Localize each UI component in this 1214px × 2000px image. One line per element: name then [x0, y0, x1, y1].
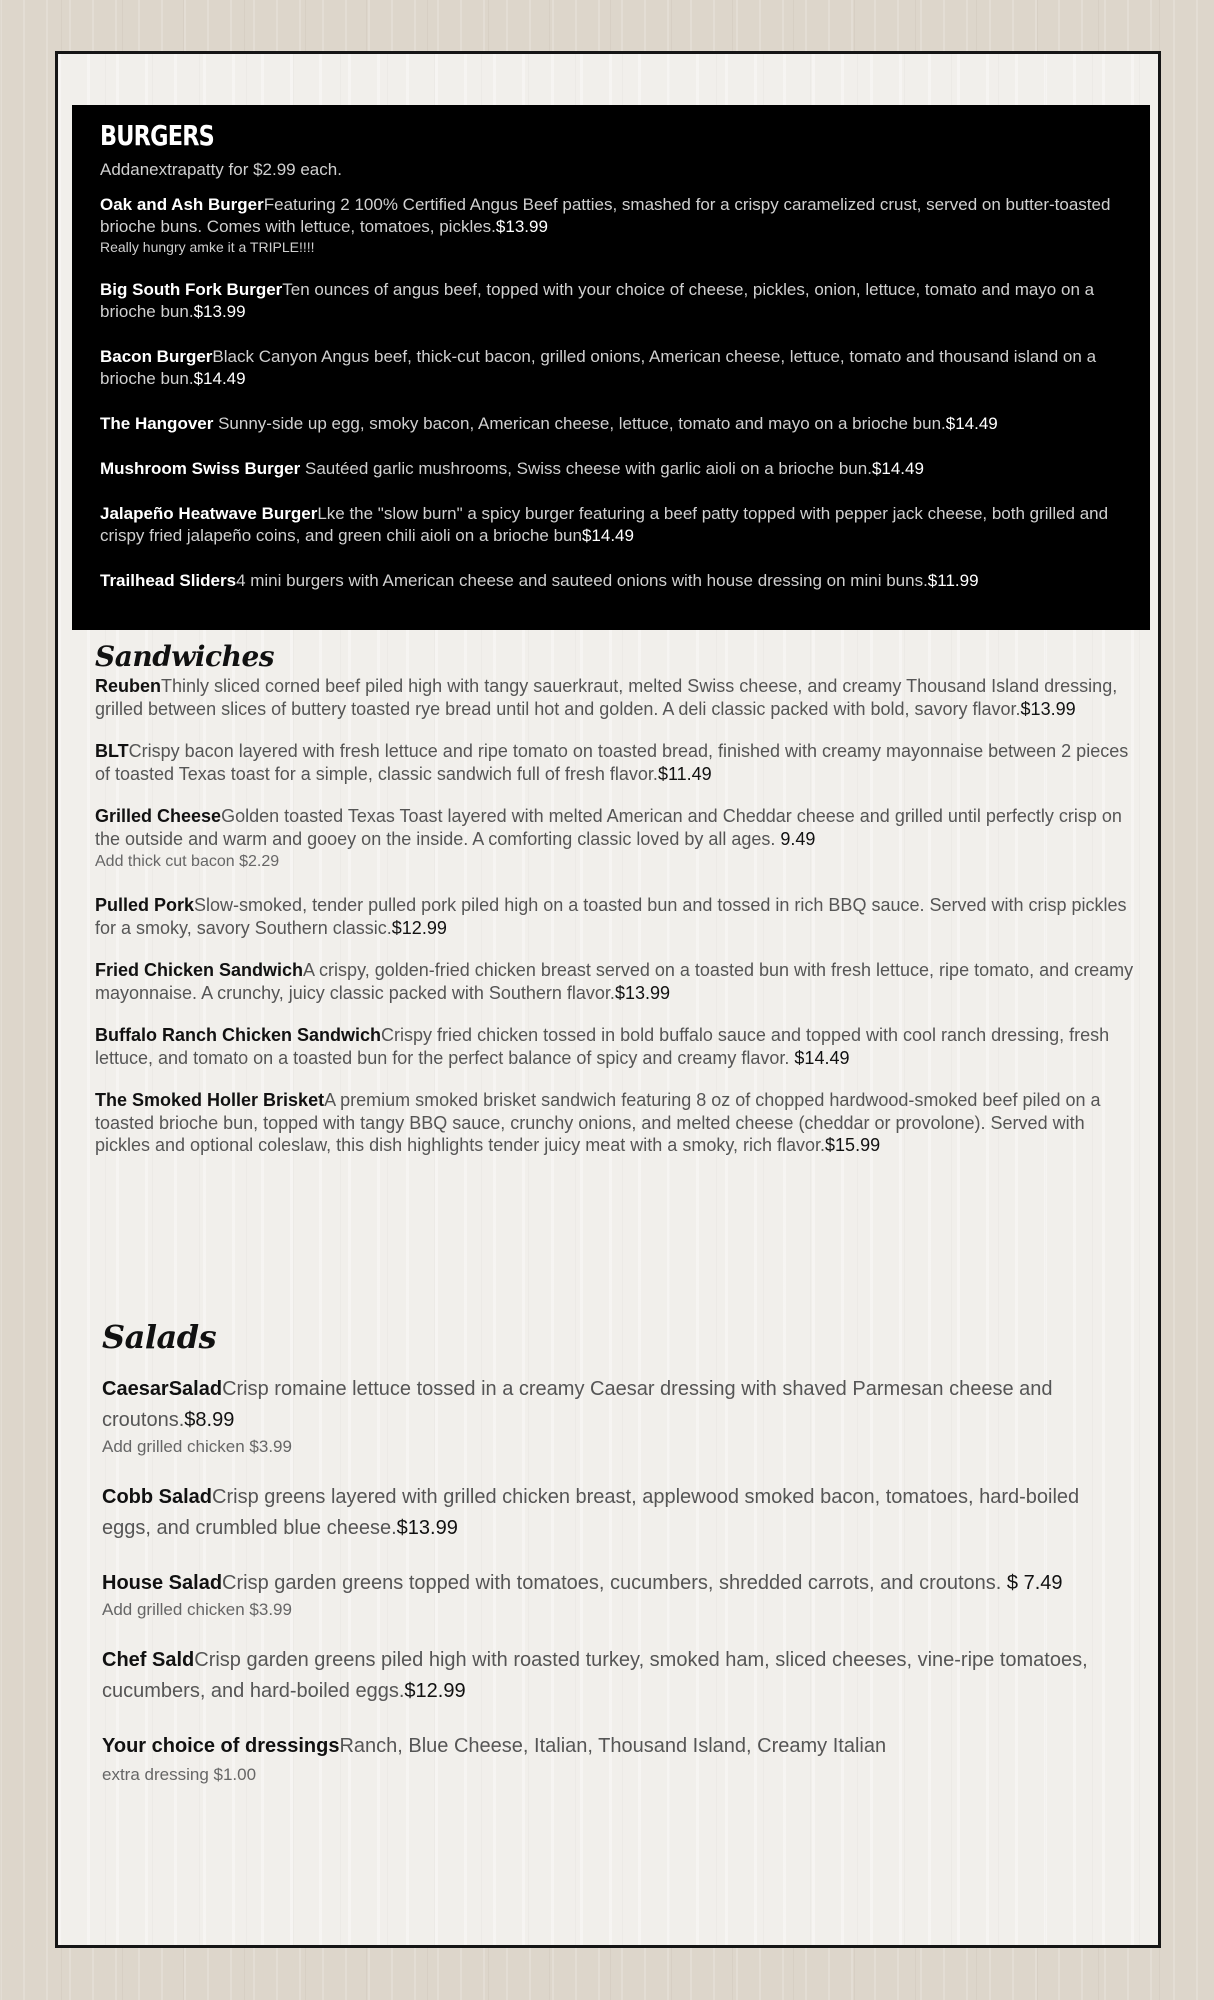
menu-item	[102, 1482, 1122, 1544]
item-description: Black Canyon Angus beef, thick-cut bacon, grilled onions, American cheese, lettuce, tomato and thousand island on a brioche bun.	[100, 347, 1097, 388]
item-description: Lke the "slow burn" a spicy burger featuring a beef patty topped with pepper jack cheese, both grilled and crispy fried jalapeño coins, and green chili aioli on a brioche bun	[100, 504, 1109, 545]
item-price: $13.99	[614, 982, 670, 1003]
item-price: $12.99	[404, 1680, 466, 1702]
item-name: Your choice of dressings	[102, 1735, 340, 1757]
burgers-title: BURGERS	[100, 119, 214, 152]
item-name: Fried Chicken Sandwich	[95, 960, 304, 980]
item-note: extra dressing $1.00	[102, 1765, 257, 1784]
item-description: Thinly sliced corned beef piled high with tangy sauerkraut, melted Swiss cheese, and creamy Thousand Island dressing, grilled between slices of buttery toasted rye bread until hot and golden. A deli classic packed with bold, savory flavor.	[95, 676, 1118, 719]
item-price: $14.49	[193, 369, 246, 388]
item-price: $14.49	[871, 459, 924, 478]
item-note: Add grilled chicken $3.99	[102, 1437, 292, 1456]
item-name: Buffalo Ranch Chicken Sandwich	[95, 1025, 382, 1045]
menu-item	[100, 503, 1122, 547]
menu-item	[100, 346, 1122, 390]
item-name: The Hangover	[100, 414, 219, 433]
item-description: Crisp romaine lettuce tossed in a creamy Caesar dressing with shaved Parmesan cheese and croutons.	[102, 1378, 1053, 1431]
item-description: 4 mini burgers with American cheese and sauteed onions with house dressing on mini buns.	[236, 571, 928, 590]
menu-item	[102, 1568, 1122, 1621]
menu-item	[100, 458, 1122, 480]
menu-item-dressings	[102, 1731, 1122, 1786]
item-description: Crisp garden greens topped with tomatoes, cucumbers, shredded carrots, and croutons.	[222, 1572, 1007, 1594]
item-name: Oak and Ash Burger	[100, 195, 264, 214]
item-description: A crispy, golden-fried chicken breast served on a toasted bun with fresh lettuce, ripe tomato, and creamy mayonnaise. A crunchy, juicy classic packed with Southern flavor.	[95, 960, 1134, 1003]
item-description: Crispy bacon layered with fresh lettuce and ripe tomato on toasted bread, finished with creamy mayonnaise between 2 pieces of toasted Texas toast for a simple, classic sandwich full of fresh flavor.	[95, 741, 1129, 784]
burgers-intro: Addanextrapatty for $2.99 each.	[100, 160, 342, 179]
item-name: Big South Fork Burger	[100, 280, 283, 299]
item-price: $ 7.49	[1006, 1572, 1063, 1594]
item-name: Jalapeño Heatwave Burger	[100, 504, 318, 523]
item-description: Crispy fried chicken tossed in bold buffalo sauce and topped with cool ranch dressing, fresh lettuce, and tomato on a toasted bun for the perfect balance of spicy and creamy flavor.	[95, 1025, 1110, 1068]
item-name: Grilled Cheese	[95, 806, 222, 826]
item-description: Ten ounces of angus beef, topped with your choice of cheese, pickles, onion, lettuce, tomato and mayo on a brioche bun.	[100, 280, 1095, 321]
menu-item	[95, 740, 1135, 785]
menu-item	[95, 1024, 1135, 1069]
item-description: Sautéed garlic mushrooms, Swiss cheese with garlic aioli on a brioche bun.	[304, 459, 872, 478]
item-name: Trailhead Sliders	[100, 571, 237, 590]
item-description: Crisp greens layered with grilled chicken breast, applewood smoked bacon, tomatoes, hard-boiled eggs, and crumbled blue cheese.	[102, 1486, 1080, 1539]
menu-item	[100, 413, 1122, 435]
item-name: Pulled Pork	[95, 895, 195, 915]
sandwiches-title: Sandwiches	[95, 640, 275, 673]
item-name: House Salad	[102, 1572, 223, 1594]
item-price: $14.49	[794, 1047, 850, 1068]
item-name: Mushroom Swiss Burger	[100, 459, 305, 478]
menu-item	[100, 279, 1122, 323]
menu-item	[102, 1374, 1122, 1458]
item-description: Slow-smoked, tender pulled pork piled high on a toasted bun and tossed in rich BBQ sauce. Served with crisp pickles for a smoky, savory Southern classic.	[95, 895, 1127, 938]
item-description: Crisp garden greens piled high with roasted turkey, smoked ham, sliced cheeses, vine-ripe tomatoes, cucumbers, and hard-boiled eggs.	[102, 1649, 1088, 1702]
item-price: $11.49	[657, 763, 712, 784]
menu-item	[102, 1645, 1122, 1707]
item-note: Add grilled chicken $3.99	[102, 1600, 292, 1619]
item-name: Cobb Salad	[102, 1486, 213, 1508]
menu-item	[95, 805, 1135, 874]
menu-item	[100, 570, 1122, 592]
menu-frame	[55, 51, 1161, 1948]
item-price: $14.49	[581, 526, 634, 545]
item-price: $12.99	[391, 917, 447, 938]
item-price: $13.99	[495, 217, 548, 236]
item-description: Golden toasted Texas Toast layered with melted American and Cheddar cheese and grilled until perfectly crisp on the outside and warm and gooey on the inside. A comforting classic loved by all ages.	[95, 806, 1122, 849]
item-description: A premium smoked brisket sandwich featuring 8 oz of chopped hardwood-smoked beef piled on a toasted brioche bun, topped with tangy BBQ sauce, crunchy onions, and melted cheese (cheddar or provolone). Served with pickles and optional coleslaw, this dish highlights tender juicy meat with a smoky, rich flavor.	[95, 1090, 1101, 1155]
item-name: Chef Sald	[102, 1649, 195, 1671]
menu-item	[95, 675, 1135, 720]
item-description: Ranch, Blue Cheese, Italian, Thousand Island, Creamy Italian	[339, 1735, 887, 1757]
salads-section	[102, 1316, 1122, 1810]
item-price: 9.49	[780, 828, 816, 849]
item-price: $13.99	[396, 1517, 458, 1539]
item-note: Really hungry amke it a TRIPLE!!!!	[100, 239, 315, 255]
menu-item	[100, 194, 1122, 256]
item-price: $8.99	[184, 1409, 235, 1431]
burgers-section	[72, 105, 1150, 630]
menu-item	[95, 1089, 1135, 1157]
menu-item	[95, 894, 1135, 939]
salads-title: Salads	[102, 1318, 217, 1356]
item-price: $13.99	[193, 302, 246, 321]
item-description: Sunny-side up egg, smoky bacon, American cheese, lettuce, tomato and mayo on a brioche bun.	[218, 414, 946, 433]
sandwiches-section	[95, 639, 1135, 1177]
item-description: Featuring 2 100% Certified Angus Beef patties, smashed for a crispy caramelized crust, served on butter-toasted brioche buns. Comes with lettuce, tomatoes, pickles.	[100, 195, 1111, 236]
menu-item	[95, 959, 1135, 1004]
item-name: The Smoked Holler Brisket	[95, 1090, 325, 1110]
item-name: Reuben	[95, 676, 162, 696]
item-name: BLT	[95, 741, 129, 761]
item-price: $11.99	[927, 571, 979, 590]
item-name: CaesarSalad	[102, 1378, 223, 1400]
item-price: $13.99	[1020, 698, 1076, 719]
item-price: $15.99	[825, 1135, 881, 1155]
item-name: Bacon Burger	[100, 347, 213, 366]
item-note: Add thick cut bacon $2.29	[95, 853, 280, 870]
item-price: $14.49	[945, 414, 998, 433]
